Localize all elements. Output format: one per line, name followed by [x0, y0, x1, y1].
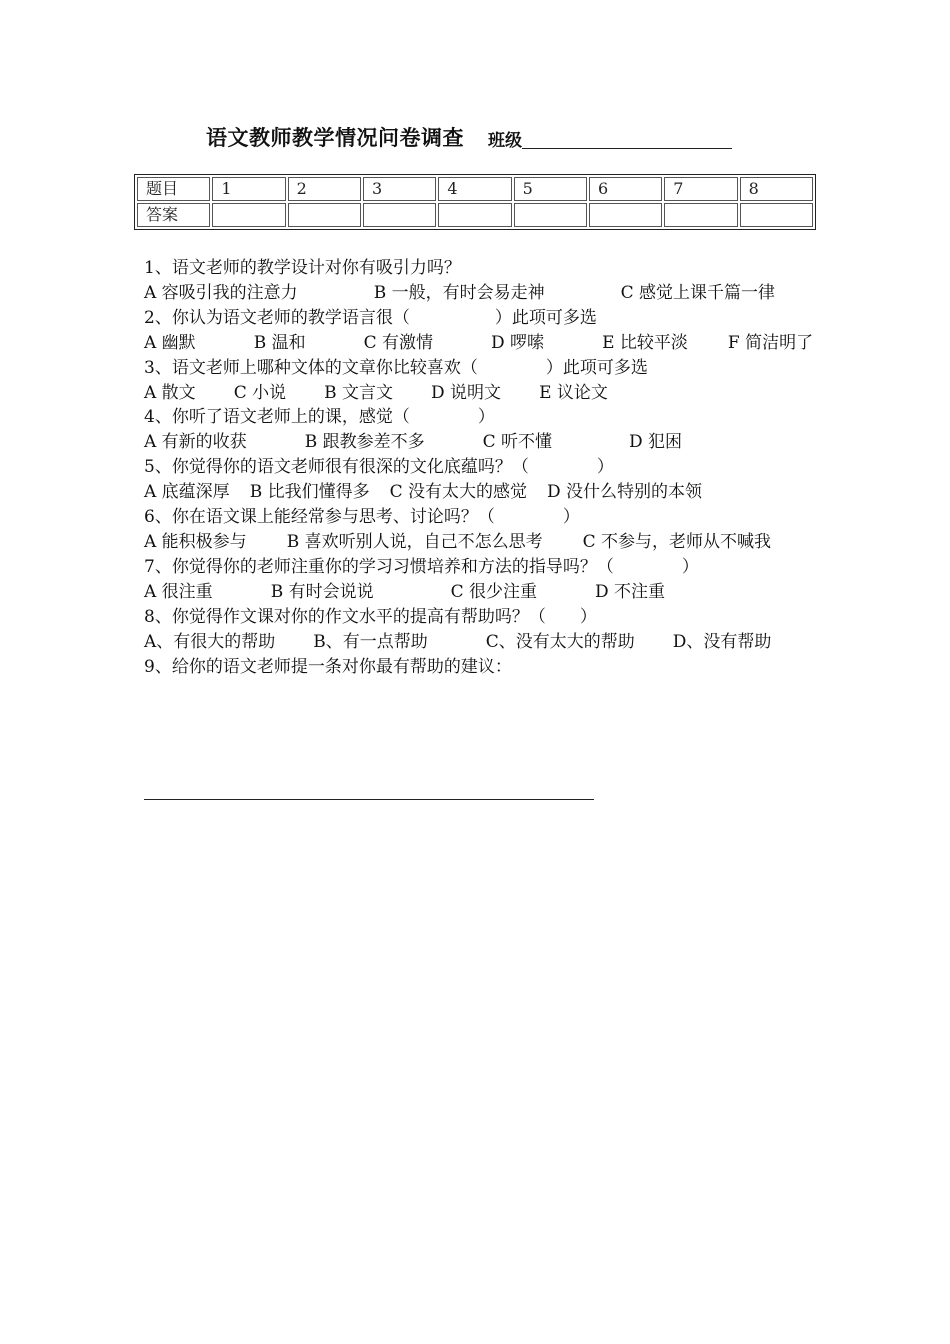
- question-6-options: [144, 530, 814, 555]
- question-1: 1、语文老师的教学设计对你有吸引力吗？: [144, 258, 461, 278]
- question-5-options: [144, 480, 814, 505]
- class-blank[interactable]: [522, 128, 732, 149]
- question-4-options: [144, 430, 814, 455]
- option[interactable]: D 说明文: [431, 382, 502, 403]
- option[interactable]: E 比较平淡: [602, 332, 688, 353]
- question-6: 6、你在语文课上能经常参与思考、讨论吗？（ ）: [144, 507, 580, 528]
- option[interactable]: D 啰嗦: [491, 332, 545, 353]
- grid-row-answers: [137, 203, 813, 227]
- option[interactable]: B 文言文: [324, 382, 394, 403]
- question-list: [144, 256, 814, 679]
- grid-number-cell: 8: [740, 177, 813, 201]
- grid-header-answer: 答案: [137, 203, 210, 227]
- option[interactable]: C 有激情: [363, 332, 434, 353]
- grid-number-cell: 3: [363, 177, 436, 201]
- header: [206, 122, 732, 152]
- grid-number-cell: 2: [288, 177, 361, 201]
- question-3-options: [144, 381, 814, 406]
- option[interactable]: D 没什么特别的本领: [547, 482, 703, 503]
- option[interactable]: E 议论文: [539, 382, 608, 403]
- question-2: 2、你认为语文老师的教学语言很（ ）此项可多选: [144, 307, 597, 328]
- answer-cell[interactable]: [514, 203, 587, 227]
- page-title: 语文教师教学情况问卷调查: [206, 125, 464, 150]
- suggestion-answer-line[interactable]: [144, 799, 594, 800]
- answer-cell[interactable]: [438, 203, 511, 227]
- question-7-options: [144, 580, 814, 605]
- grid-row-question-numbers: [137, 177, 813, 201]
- option[interactable]: B 比我们懂得多: [249, 482, 370, 503]
- answer-cell[interactable]: [212, 203, 285, 227]
- option[interactable]: B 跟教参差不多: [304, 432, 425, 453]
- option[interactable]: A 很注重: [144, 581, 213, 602]
- option[interactable]: A 能积极参与: [144, 531, 247, 552]
- question-3: 3、语文老师上哪种文体的文章你比较喜欢（ ）此项可多选: [144, 357, 648, 378]
- option[interactable]: B 有时会说说: [270, 581, 374, 602]
- option[interactable]: A 散文: [144, 382, 196, 403]
- option[interactable]: B 一般，有时会易走神: [373, 282, 545, 303]
- option[interactable]: B、有一点帮助: [313, 631, 428, 652]
- question-4: 4、你听了语文老师上的课，感觉（ ）: [144, 407, 495, 428]
- option[interactable]: F 简洁明了: [727, 332, 814, 353]
- option[interactable]: C、没有太大的帮助: [485, 631, 635, 652]
- grid-number-cell: 5: [514, 177, 587, 201]
- option[interactable]: D 犯困: [629, 432, 683, 453]
- option[interactable]: C 不参与，老师从不喊我: [582, 531, 772, 552]
- option[interactable]: C 小说: [233, 382, 287, 403]
- option[interactable]: A 幽默: [144, 332, 196, 353]
- question-9: 9、给你的语文老师提一条对你最有帮助的建议：: [144, 656, 512, 677]
- option[interactable]: C 没有太大的感觉: [389, 482, 528, 503]
- grid-header-question: 题目: [137, 177, 210, 201]
- option[interactable]: A 容吸引我的注意力: [144, 282, 298, 303]
- option[interactable]: C 感觉上课千篇一律: [620, 282, 776, 303]
- question-7: 7、你觉得你的老师注重你的学习习惯培养和方法的指导吗？（ ）: [144, 556, 699, 577]
- option[interactable]: D、没有帮助: [672, 631, 772, 652]
- answer-grid: [134, 174, 816, 230]
- option[interactable]: C 很少注重: [450, 581, 538, 602]
- grid-number-cell: 4: [438, 177, 511, 201]
- grid-number-cell: 6: [589, 177, 662, 201]
- answer-cell[interactable]: [740, 203, 813, 227]
- answer-cell[interactable]: [664, 203, 737, 227]
- question-8: 8、你觉得作文课对你的作文水平的提高有帮助吗？（ ）: [144, 606, 597, 627]
- class-label: 班级: [488, 131, 522, 151]
- grid-number-cell: 7: [664, 177, 737, 201]
- question-1-options: [144, 281, 814, 306]
- question-2-options: [144, 331, 814, 356]
- question-5: 5、你觉得你的语文老师很有很深的文化底蕴吗？（ ）: [144, 457, 614, 478]
- answer-cell[interactable]: [363, 203, 436, 227]
- option[interactable]: B 喜欢听别人说，自己不怎么思考: [286, 531, 543, 552]
- option[interactable]: D 不注重: [595, 581, 666, 602]
- grid-number-cell: 1: [212, 177, 285, 201]
- option[interactable]: C 听不懂: [482, 432, 553, 453]
- answer-cell[interactable]: [589, 203, 662, 227]
- option[interactable]: A、有很大的帮助: [144, 631, 276, 652]
- option[interactable]: B 温和: [253, 332, 306, 353]
- option[interactable]: A 底蕴深厚: [144, 482, 230, 503]
- answer-cell[interactable]: [288, 203, 361, 227]
- option[interactable]: A 有新的收获: [144, 432, 247, 453]
- question-8-options: [144, 630, 814, 655]
